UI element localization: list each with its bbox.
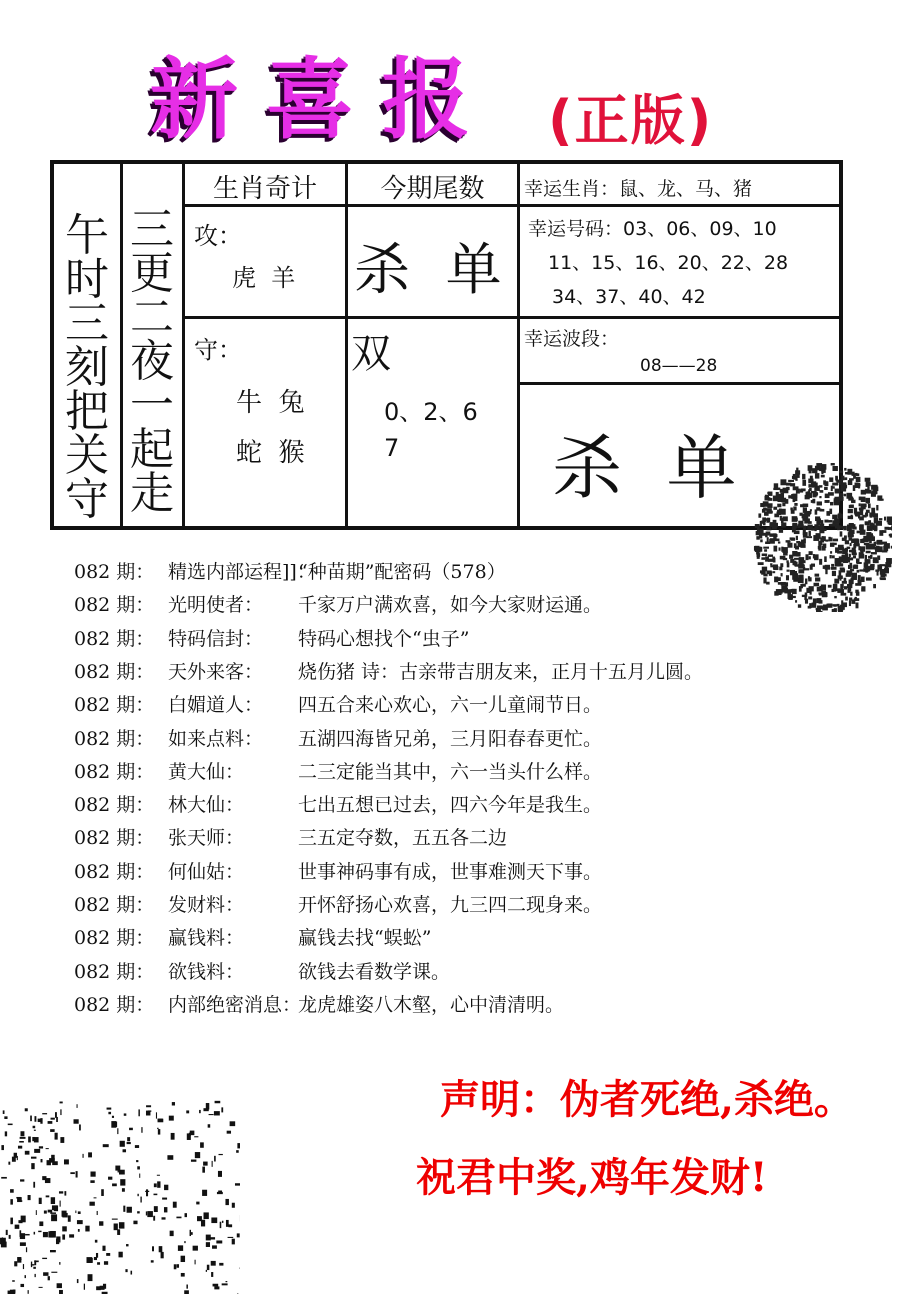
entry-text: 四五合来心欢心，六一儿童闹节日。 <box>298 694 603 717</box>
lucky-wave-label: 幸运波段： <box>524 328 620 350</box>
entry-label: 如来点料： <box>168 727 264 750</box>
entry-label: 白媚道人： <box>168 694 264 717</box>
entry-text: 特码心想找个“虫子” <box>298 627 470 650</box>
double-line2: 7 <box>384 434 400 462</box>
double-label: 双 <box>351 331 391 377</box>
list-item <box>74 557 506 584</box>
edition-label: (正版) <box>548 89 714 152</box>
entry-period: 082 期： <box>74 827 155 850</box>
lucky-wave-value: 08——28 <box>640 356 718 376</box>
entry-period: 082 期： <box>74 860 155 883</box>
list-item <box>74 724 602 751</box>
entry-period: 082 期： <box>74 927 155 950</box>
list-item <box>74 857 602 884</box>
entry-period: 082 期： <box>74 594 155 617</box>
entry-text: 龙虎雄姿八木壑，心中清清明。 <box>298 993 565 1016</box>
tail-header: 今期尾数 <box>380 174 485 204</box>
wish-text: 祝君中奖,鸡年发财! <box>416 1154 768 1201</box>
entry-period: 082 期： <box>74 627 155 650</box>
list-item <box>74 890 602 917</box>
list-item <box>74 957 450 984</box>
list-item <box>74 790 602 817</box>
double-line1: 0、2、6 <box>384 398 478 426</box>
entry-label: 发财料： <box>168 894 245 916</box>
list-item <box>74 757 602 784</box>
defend-line2: 蛇 猴 <box>236 438 305 468</box>
list-item <box>74 990 564 1017</box>
entry-period: 082 期： <box>74 561 155 583</box>
entry-period: 082 期： <box>74 660 155 683</box>
entry-period: 082 期： <box>74 894 155 916</box>
entry-label: 特码信封： <box>168 627 264 650</box>
entry-label: 内部绝密消息： <box>168 993 302 1016</box>
entry-label: 林大仙： <box>168 794 245 817</box>
entry-label: 黄大仙： <box>168 760 245 783</box>
list-item <box>74 823 507 850</box>
entry-text: 千家万户满欢喜，如今大家财运通。 <box>298 594 603 617</box>
defend-label: 守： <box>194 336 242 364</box>
page-title: 新喜报 <box>150 48 499 151</box>
entry-label: 天外来客： <box>168 660 264 683</box>
scribble-image <box>0 1100 240 1294</box>
entry-label: 何仙姑： <box>168 860 245 883</box>
entry-text: 开怀舒扬心欢喜，九三四二现身来。 <box>298 894 603 916</box>
entry-text: 烧伤猪 诗：古亲带吉朋友来，正月十五月儿圆。 <box>298 660 704 683</box>
kill-single-top: 杀 单 <box>354 238 502 303</box>
entry-text: 二三定能当其中，六一当头什么样。 <box>298 760 603 783</box>
entry-label: 精选内部运程]]： <box>168 561 316 583</box>
entry-text: 欲钱去看数学课。 <box>298 960 451 983</box>
zodiac-header: 生肖奇计 <box>212 174 317 204</box>
defend-line1: 牛 兔 <box>236 388 305 418</box>
entry-label: 赢钱料： <box>168 927 245 950</box>
second-vertical-text: 三更二夜一起走 <box>130 204 174 519</box>
entry-text: 七出五想已过去，四六今年是我生。 <box>298 794 603 817</box>
entry-label: 光明使者： <box>168 594 264 617</box>
stamp-image <box>752 462 892 612</box>
lucky-numbers-label: 幸运号码： <box>528 218 624 240</box>
kill-single-bottom: 杀 单 <box>552 427 737 509</box>
entry-label: 张天师： <box>168 827 245 850</box>
list-item <box>74 590 602 617</box>
list-item <box>74 624 469 651</box>
prediction-board <box>50 160 843 530</box>
lucky-zodiac-label: 幸运生肖： <box>524 178 620 200</box>
entry-period: 082 期： <box>74 694 155 717</box>
entry-label: 欲钱料： <box>168 960 245 983</box>
list-item <box>74 690 602 717</box>
entry-text: “种苗期”配密码（578） <box>298 561 506 583</box>
entry-period: 082 期： <box>74 993 155 1016</box>
left-vertical-text: 午时三刻把关守 <box>65 210 109 525</box>
lucky-numbers-line1: 03、06、09、10 <box>623 218 777 240</box>
lucky-zodiac-value: 鼠、龙、马、猪 <box>619 178 753 200</box>
lucky-numbers-line3: 34、37、40、42 <box>552 286 706 308</box>
lucky-numbers-line2: 11、15、16、20、22、28 <box>548 252 789 274</box>
entry-period: 082 期： <box>74 960 155 983</box>
entry-text: 五湖四海皆兄弟，三月阳春春更忙。 <box>298 727 603 750</box>
list-item <box>74 657 703 684</box>
entry-text: 三五定夺数，五五各二边 <box>298 827 508 850</box>
entry-text: 世事神码事有成，世事难测天下事。 <box>298 860 603 883</box>
attack-values: 虎 羊 <box>232 264 296 292</box>
entry-text: 赢钱去找“蜈蚣” <box>298 927 432 950</box>
list-item <box>74 923 431 950</box>
entry-period: 082 期： <box>74 727 155 750</box>
entry-period: 082 期： <box>74 760 155 783</box>
attack-label: 攻： <box>194 222 242 250</box>
entry-period: 082 期： <box>74 794 155 817</box>
notice-text: 声明：伪者死绝,杀绝。 <box>440 1076 854 1123</box>
